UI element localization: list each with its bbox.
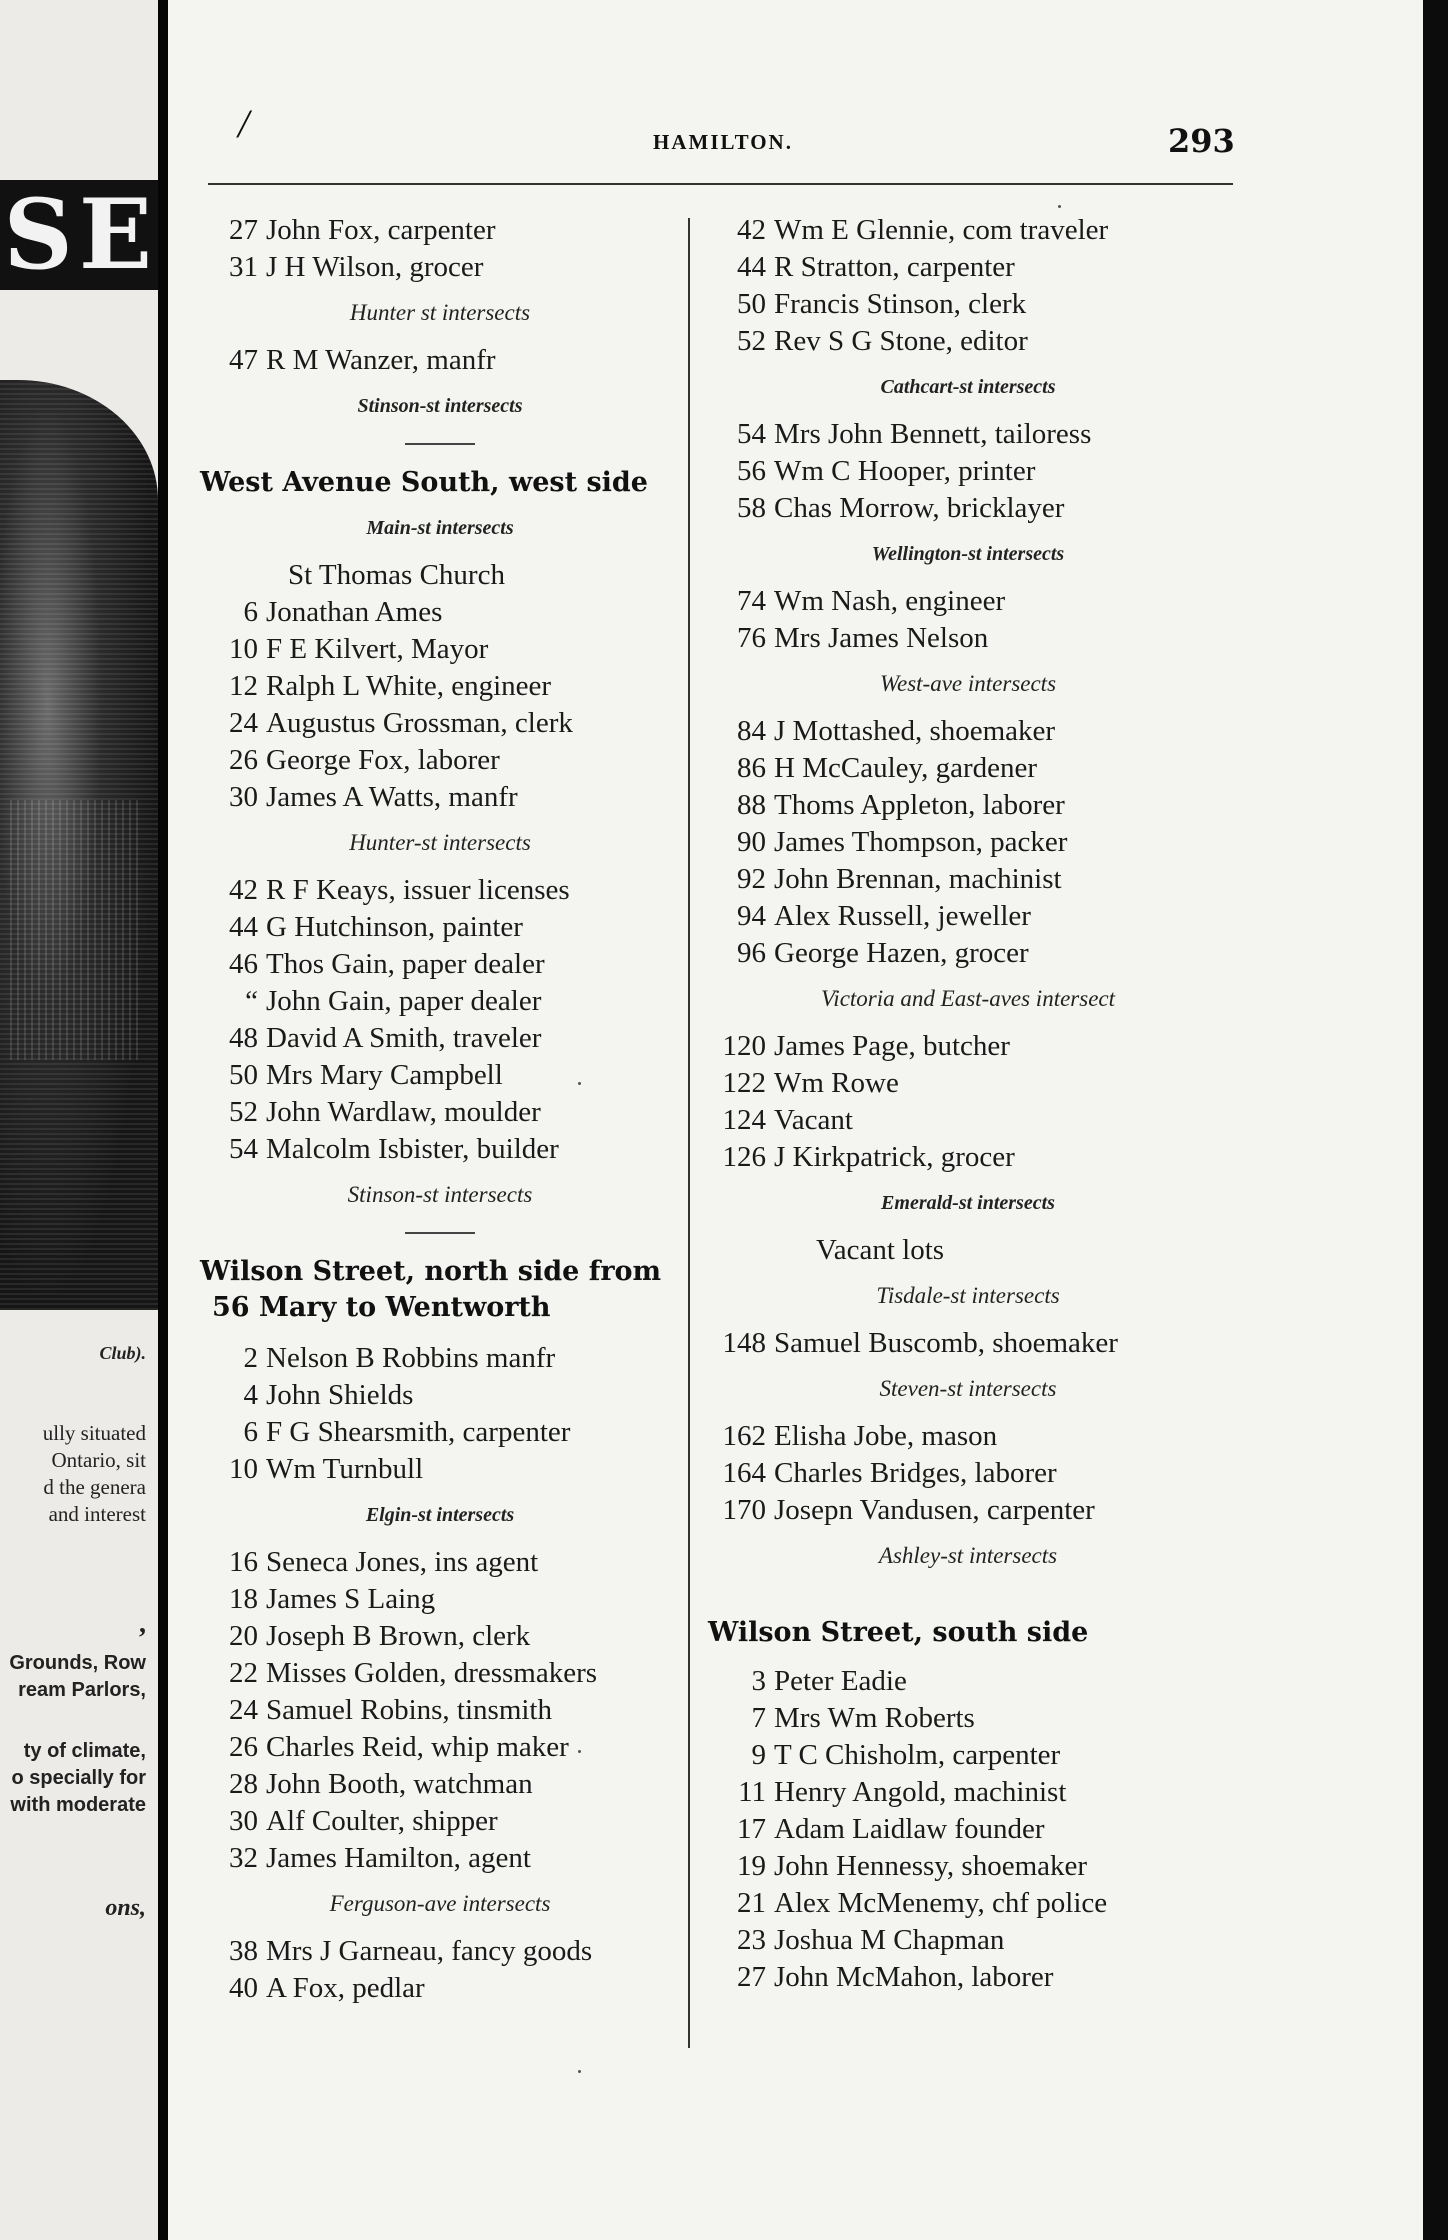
advert-line: and interest: [48, 1502, 146, 1526]
intersection-note: Tisdale-st intersects: [876, 1283, 1060, 1308]
directory-entry: 32 James Hamilton, agent: [229, 1842, 531, 1874]
street-section-heading: Wilson Street, north side from: [200, 1256, 662, 1287]
directory-entry: 24 Samuel Robins, tinsmith: [229, 1694, 552, 1726]
intersection-note: Ferguson-ave intersects: [329, 1891, 551, 1916]
directory-entry: 170 Josepn Vandusen, carpenter: [722, 1494, 1095, 1526]
directory-entry: 26 Charles Reid, whip maker: [229, 1731, 569, 1763]
directory-entry: 10 Wm Turnbull: [229, 1453, 424, 1485]
directory-entry: 30 Alf Coulter, shipper: [229, 1805, 498, 1837]
advert-text-a: [43, 1420, 146, 1528]
section-rule: [405, 443, 475, 445]
directory-entry: 48 David A Smith, traveler: [229, 1022, 542, 1054]
previous-page-paper: [0, 0, 158, 2240]
directory-entry: “ John Gain, paper dealer: [245, 985, 542, 1017]
directory-entry: 54 Malcolm Isbister, builder: [229, 1133, 559, 1165]
directory-entry: 44 G Hutchinson, painter: [229, 911, 523, 943]
margin-mark: /: [238, 101, 250, 146]
directory-entry: 74 Wm Nash, engineer: [737, 585, 1006, 617]
spacer: [708, 1651, 1228, 1663]
directory-entry: 124 Vacant: [722, 1104, 853, 1136]
directory-entry: 120 James Page, butcher: [722, 1030, 1010, 1062]
directory-entry: 31 J H Wilson, grocer: [229, 251, 484, 283]
directory-entry: 24 Augustus Grossman, clerk: [229, 707, 573, 739]
directory-entry: 90 James Thompson, packer: [737, 826, 1068, 858]
directory-entry: 20 Joseph B Brown, clerk: [229, 1620, 531, 1652]
advert-text-d: ons,: [105, 1895, 146, 1921]
intersection-note: Hunter st intersects: [349, 300, 531, 325]
directory-entry: 27 John Fox, carpenter: [229, 214, 496, 246]
directory-entry: 42 R F Keays, issuer licenses: [229, 874, 570, 906]
directory-entry: 52 John Wardlaw, moulder: [229, 1096, 541, 1128]
column-divider: [688, 218, 690, 2048]
directory-entry: 126 J Kirkpatrick, grocer: [722, 1141, 1015, 1173]
directory-entry: 12 Ralph L White, engineer: [229, 670, 552, 702]
directory-entry: 3 Peter Eadie: [751, 1665, 907, 1697]
directory-entry: 42 Wm E Glennie, com traveler: [737, 214, 1109, 246]
intersection-note: Victoria and East-aves intersect: [820, 986, 1116, 1011]
right-column: [708, 212, 1228, 1996]
directory-entry: 19 John Hennessy, shoemaker: [737, 1850, 1088, 1882]
intersection-note: Stinson-st intersects: [357, 395, 523, 417]
advert-line: ream Parlors,: [18, 1679, 146, 1701]
directory-entry: St Thomas Church: [288, 559, 505, 591]
advert-line: with moderate: [10, 1794, 146, 1816]
left-column: [200, 212, 680, 2007]
directory-entry: 9 T C Chisholm, carpenter: [751, 1739, 1061, 1771]
advert-comma: ,: [139, 1608, 146, 1639]
directory-entry: 76 Mrs James Nelson: [737, 622, 989, 654]
directory-entry: 162 Elisha Jobe, mason: [722, 1420, 998, 1452]
directory-entry: 22 Misses Golden, dressmakers: [229, 1657, 598, 1689]
directory-entry: Vacant lots: [816, 1234, 945, 1266]
print-speck: [578, 2070, 581, 2073]
advert-line: Ontario, sit: [51, 1448, 146, 1472]
directory-entry: 56 Wm C Hooper, printer: [737, 455, 1036, 487]
directory-entry: 54 Mrs John Bennett, tailoress: [737, 418, 1092, 450]
directory-entry: 86 H McCauley, gardener: [737, 752, 1038, 784]
header-rule: [208, 183, 1233, 185]
engraving-caption: Club).: [99, 1343, 146, 1363]
directory-entry: 11 Henry Angold, machinist: [738, 1776, 1067, 1808]
advert-line: o specially for: [11, 1767, 146, 1789]
directory-entry: 6 Jonathan Ames: [243, 596, 443, 628]
section-rule: [405, 1232, 475, 1234]
directory-entry: 50 Mrs Mary Campbell: [229, 1059, 503, 1091]
spacer: [200, 1326, 680, 1340]
advert-text-c: [10, 1738, 146, 1819]
directory-entry: 18 James S Laing: [229, 1583, 436, 1615]
intersection-note: Steven-st intersects: [879, 1376, 1057, 1401]
directory-entry: 16 Seneca Jones, ins agent: [229, 1546, 539, 1578]
directory-entry: 21 Alex McMenemy, chf police: [737, 1887, 1108, 1919]
advert-text-b: [9, 1650, 146, 1704]
running-head: HAMILTON.: [653, 130, 793, 154]
advert-line: ty of climate,: [23, 1740, 146, 1762]
directory-entry: 58 Chas Morrow, bricklayer: [737, 492, 1065, 524]
page-header: [168, 122, 1235, 170]
street-section-heading-cont: 56 Mary to Wentworth: [212, 1292, 551, 1323]
directory-entry: 44 R Stratton, carpenter: [737, 251, 1015, 283]
directory-entry: 10 F E Kilvert, Mayor: [229, 633, 489, 665]
directory-entry: 50 Francis Stinson, clerk: [737, 288, 1027, 320]
intersection-note: West-ave intersects: [879, 671, 1057, 696]
directory-entry: 28 John Booth, watchman: [229, 1768, 533, 1800]
advert-line: Grounds, Row: [9, 1652, 146, 1674]
directory-entry: 94 Alex Russell, jeweller: [737, 900, 1031, 932]
intersection-note: Stinson-st intersects: [347, 1182, 533, 1207]
directory-entry: 27 John McMahon, laborer: [737, 1961, 1054, 1993]
directory-entry: 7 Mrs Wm Roberts: [751, 1702, 975, 1734]
directory-entry: 47 R M Wanzer, manfr: [229, 344, 496, 376]
directory-entry: 4 John Shields: [243, 1379, 414, 1411]
advert-line: d the genera: [43, 1475, 146, 1499]
section-spacer: [933, 1593, 1003, 1595]
intersection-note: Main-st intersects: [366, 517, 514, 539]
page-number: 293: [1168, 122, 1235, 160]
directory-entry: 92 John Brennan, machinist: [737, 863, 1062, 895]
intersection-note: Ashley-st intersects: [878, 1543, 1058, 1568]
directory-entry: 52 Rev S G Stone, editor: [737, 325, 1028, 357]
advert-line: ully situated: [42, 1421, 146, 1445]
directory-entry: 6 F G Shearsmith, carpenter: [243, 1416, 571, 1448]
street-section-heading: Wilson Street, south side: [708, 1617, 1089, 1648]
directory-entry: 26 George Fox, laborer: [229, 744, 500, 776]
directory-entry: 40 A Fox, pedlar: [229, 1972, 425, 2004]
directory-entry: 122 Wm Rowe: [722, 1067, 899, 1099]
previous-page-edge: [0, 0, 170, 2240]
directory-entry: 84 J Mottashed, shoemaker: [737, 715, 1056, 747]
intersection-note: Wellington-st intersects: [871, 543, 1065, 565]
directory-entry: 23 Joshua M Chapman: [737, 1924, 1005, 1956]
intersection-note: Emerald-st intersects: [881, 1192, 1055, 1214]
intersection-note: Cathcart-st intersects: [880, 376, 1056, 398]
directory-entry: 38 Mrs J Garneau, fancy goods: [229, 1935, 593, 1967]
directory-entry: 46 Thos Gain, paper dealer: [229, 948, 545, 980]
directory-entry: 2 Nelson B Robbins manfr: [243, 1342, 556, 1374]
directory-entry: 96 George Hazen, grocer: [737, 937, 1029, 969]
directory-entry: 88 Thoms Appleton, laborer: [737, 789, 1065, 821]
directory-entry: 30 James A Watts, manfr: [229, 781, 518, 813]
directory-entry: 148 Samuel Buscomb, shoemaker: [722, 1327, 1118, 1359]
directory-entry: 17 Adam Laidlaw founder: [737, 1813, 1045, 1845]
directory-page: [168, 0, 1423, 2240]
advert-headline: SE: [0, 180, 158, 290]
directory-entry: 164 Charles Bridges, laborer: [722, 1457, 1057, 1489]
intersection-note: Hunter-st intersects: [349, 830, 531, 855]
street-section-heading: West Avenue South, west side: [200, 467, 648, 498]
scan-dark-edge: [1423, 0, 1448, 2240]
advert-engraving-illustration: [0, 380, 158, 1310]
intersection-note: Elgin-st intersects: [365, 1504, 515, 1526]
print-speck: [1058, 205, 1061, 208]
